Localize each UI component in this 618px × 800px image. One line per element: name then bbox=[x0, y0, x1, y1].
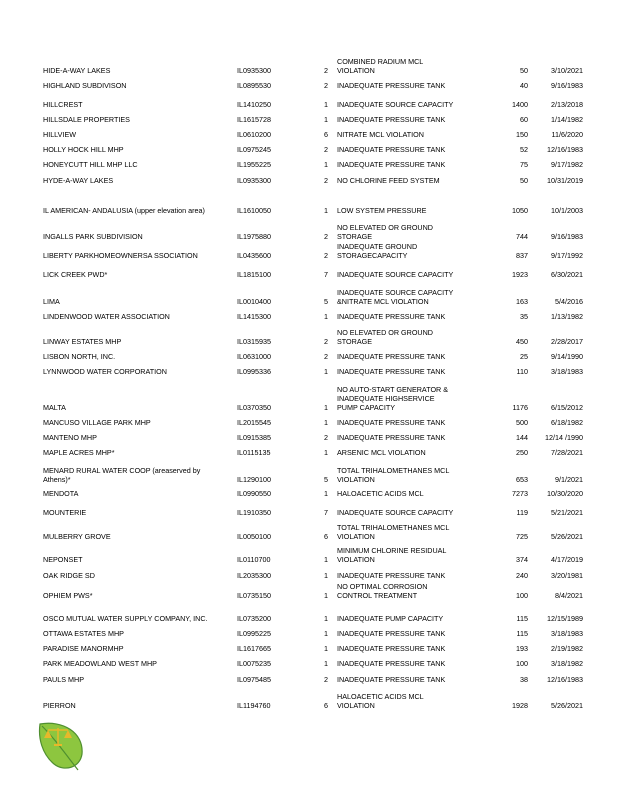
violation-cell: HALOACETIC ACIDS MCL VIOLATION bbox=[337, 692, 424, 710]
date-cell: 10/1/2003 bbox=[551, 206, 583, 215]
system-name-cell: NEPONSET bbox=[43, 555, 83, 564]
system-name-cell: IL AMERICAN- ANDALUSIA (upper elevation area) bbox=[43, 206, 205, 215]
date-cell: 4/17/2019 bbox=[551, 555, 583, 564]
system-name-cell: PAULS MHP bbox=[43, 675, 85, 684]
date-cell: 5/4/2016 bbox=[555, 297, 583, 306]
pws-id-cell: IL0975245 bbox=[237, 145, 271, 154]
count-cell: 1 bbox=[324, 100, 328, 109]
date-cell: 6/30/2021 bbox=[551, 270, 583, 279]
population-cell: 1400 bbox=[512, 100, 528, 109]
system-name-cell: OAK RIDGE SD bbox=[43, 571, 95, 580]
pws-id-cell: IL2035300 bbox=[237, 571, 271, 580]
system-name-cell: OTTAWA ESTATES MHP bbox=[43, 629, 124, 638]
count-cell: 1 bbox=[324, 312, 328, 321]
count-cell: 1 bbox=[324, 206, 328, 215]
pws-id-cell: IL0895530 bbox=[237, 81, 271, 90]
system-name-cell: HOLLY HOCK HILL MHP bbox=[43, 145, 124, 154]
date-cell: 2/19/1982 bbox=[551, 644, 583, 653]
pws-id-cell: IL0370350 bbox=[237, 403, 271, 412]
system-name-cell: MULBERRY GROVE bbox=[43, 532, 111, 541]
violation-cell: INADEQUATE PRESSURE TANK bbox=[337, 644, 446, 653]
violation-cell: INADEQUATE PRESSURE TANK bbox=[337, 418, 446, 427]
date-cell: 9/17/1992 bbox=[551, 251, 583, 260]
population-cell: 1928 bbox=[512, 701, 528, 710]
violation-cell: INADEQUATE PRESSURE TANK bbox=[337, 629, 446, 638]
population-cell: 7273 bbox=[512, 489, 528, 498]
violation-cell: NO AUTO-START GENERATOR & INADEQUATE HIGHSERVICE PUMP CAPACITY bbox=[337, 385, 449, 412]
violation-cell: TOTAL TRIHALOMETHANES MCL VIOLATION bbox=[337, 466, 450, 484]
count-cell: 2 bbox=[324, 251, 328, 260]
pws-id-cell: IL1194760 bbox=[237, 701, 271, 710]
pws-id-cell: IL0115135 bbox=[237, 448, 271, 457]
violation-cell: HALOACETIC ACIDS MCL bbox=[337, 489, 424, 498]
system-name-cell: MENDOTA bbox=[43, 489, 79, 498]
pws-id-cell: IL1910350 bbox=[237, 508, 271, 517]
count-cell: 1 bbox=[324, 115, 328, 124]
population-cell: 50 bbox=[520, 176, 528, 185]
population-cell: 52 bbox=[520, 145, 528, 154]
pws-id-cell: IL1955225 bbox=[237, 160, 271, 169]
system-name-cell: MENARD RURAL WATER COOP (areaserved by Athens)* bbox=[43, 466, 201, 484]
population-cell: 100 bbox=[516, 659, 528, 668]
pws-id-cell: IL0435600 bbox=[237, 251, 271, 260]
system-name-cell: PARK MEADOWLAND WEST MHP bbox=[43, 659, 157, 668]
pws-id-cell: IL1815100 bbox=[237, 270, 271, 279]
leaf-scales-icon bbox=[34, 718, 86, 773]
system-name-cell: LINDENWOOD WATER ASSOCIATION bbox=[43, 312, 170, 321]
date-cell: 9/1/2021 bbox=[555, 475, 583, 484]
population-cell: 75 bbox=[520, 160, 528, 169]
date-cell: 1/13/1982 bbox=[551, 312, 583, 321]
count-cell: 1 bbox=[324, 418, 328, 427]
date-cell: 5/21/2021 bbox=[551, 508, 583, 517]
pws-id-cell: IL1410250 bbox=[237, 100, 271, 109]
date-cell: 6/18/1982 bbox=[551, 418, 583, 427]
population-cell: 110 bbox=[516, 367, 528, 376]
date-cell: 5/26/2021 bbox=[551, 701, 583, 710]
count-cell: 1 bbox=[324, 614, 328, 623]
violation-cell: INADEQUATE SOURCE CAPACITY bbox=[337, 100, 454, 109]
pws-id-cell: IL0990550 bbox=[237, 489, 271, 498]
count-cell: 2 bbox=[324, 81, 328, 90]
violation-cell: INADEQUATE PRESSURE TANK bbox=[337, 433, 446, 442]
pws-id-cell: IL0075235 bbox=[237, 659, 271, 668]
violation-cell: NO ELEVATED OR GROUND STORAGE bbox=[337, 223, 433, 241]
system-name-cell: HYDE-A-WAY LAKES bbox=[43, 176, 114, 185]
date-cell: 11/6/2020 bbox=[551, 130, 583, 139]
violation-cell: NO CHLORINE FEED SYSTEM bbox=[337, 176, 440, 185]
population-cell: 500 bbox=[516, 418, 528, 427]
violation-cell: INADEQUATE PRESSURE TANK bbox=[337, 571, 446, 580]
count-cell: 6 bbox=[324, 701, 328, 710]
population-cell: 837 bbox=[516, 251, 528, 260]
population-cell: 35 bbox=[520, 312, 528, 321]
violation-cell: INADEQUATE PRESSURE TANK bbox=[337, 312, 446, 321]
system-name-cell: INGALLS PARK SUBDIVISION bbox=[43, 232, 143, 241]
count-cell: 1 bbox=[324, 448, 328, 457]
count-cell: 5 bbox=[324, 297, 328, 306]
violation-cell: INADEQUATE SOURCE CAPACITY bbox=[337, 270, 454, 279]
population-cell: 38 bbox=[520, 675, 528, 684]
violation-cell: INADEQUATE PRESSURE TANK bbox=[337, 659, 446, 668]
population-cell: 240 bbox=[516, 571, 528, 580]
system-name-cell: OSCO MUTUAL WATER SUPPLY COMPANY, INC. bbox=[43, 614, 208, 623]
population-cell: 450 bbox=[516, 337, 528, 346]
count-cell: 1 bbox=[324, 555, 328, 564]
population-cell: 1050 bbox=[512, 206, 528, 215]
pws-id-cell: IL2015545 bbox=[237, 418, 271, 427]
pws-id-cell: IL0050100 bbox=[237, 532, 271, 541]
pws-id-cell: IL1415300 bbox=[237, 312, 271, 321]
count-cell: 6 bbox=[324, 130, 328, 139]
date-cell: 3/18/1983 bbox=[551, 367, 583, 376]
count-cell: 2 bbox=[324, 433, 328, 442]
population-cell: 144 bbox=[516, 433, 528, 442]
count-cell: 1 bbox=[324, 489, 328, 498]
population-cell: 725 bbox=[516, 532, 528, 541]
date-cell: 9/17/1982 bbox=[551, 160, 583, 169]
system-name-cell: HILLVIEW bbox=[43, 130, 77, 139]
date-cell: 2/28/2017 bbox=[551, 337, 583, 346]
violation-cell: INADEQUATE SOURCE CAPACITY bbox=[337, 508, 454, 517]
system-name-cell: LINWAY ESTATES MHP bbox=[43, 337, 122, 346]
date-cell: 12/14 /1990 bbox=[545, 433, 583, 442]
violation-cell: NO OPTIMAL CORROSION CONTROL TREATMENT bbox=[337, 582, 428, 600]
violation-cell: MINIMUM CHLORINE RESIDUAL VIOLATION bbox=[337, 546, 447, 564]
pws-id-cell: IL0735150 bbox=[237, 591, 271, 600]
population-cell: 1923 bbox=[512, 270, 528, 279]
date-cell: 3/18/1982 bbox=[551, 659, 583, 668]
count-cell: 1 bbox=[324, 403, 328, 412]
pws-id-cell: IL1975880 bbox=[237, 232, 271, 241]
date-cell: 9/16/1983 bbox=[551, 81, 583, 90]
violation-cell: INADEQUATE PRESSURE TANK bbox=[337, 145, 446, 154]
population-cell: 1176 bbox=[512, 403, 528, 412]
population-cell: 250 bbox=[516, 448, 528, 457]
count-cell: 1 bbox=[324, 629, 328, 638]
system-name-cell: HILLCREST bbox=[43, 100, 83, 109]
count-cell: 2 bbox=[324, 337, 328, 346]
date-cell: 12/16/1983 bbox=[547, 145, 583, 154]
date-cell: 3/10/2021 bbox=[551, 66, 583, 75]
date-cell: 9/14/1990 bbox=[551, 352, 583, 361]
count-cell: 1 bbox=[324, 644, 328, 653]
pws-id-cell: IL0110700 bbox=[237, 555, 271, 564]
violation-cell: LOW SYSTEM PRESSURE bbox=[337, 206, 427, 215]
population-cell: 60 bbox=[520, 115, 528, 124]
date-cell: 6/15/2012 bbox=[551, 403, 583, 412]
violation-cell: TOTAL TRIHALOMETHANES MCL VIOLATION bbox=[337, 523, 450, 541]
system-name-cell: MANCUSO VILLAGE PARK MHP bbox=[43, 418, 151, 427]
pws-id-cell: IL0610200 bbox=[237, 130, 271, 139]
count-cell: 1 bbox=[324, 571, 328, 580]
pws-id-cell: IL1610050 bbox=[237, 206, 271, 215]
pws-id-cell: IL0315935 bbox=[237, 337, 271, 346]
count-cell: 2 bbox=[324, 176, 328, 185]
population-cell: 40 bbox=[520, 81, 528, 90]
system-name-cell: HIDE-A-WAY LAKES bbox=[43, 66, 111, 75]
count-cell: 1 bbox=[324, 591, 328, 600]
date-cell: 3/18/1983 bbox=[551, 629, 583, 638]
violation-cell: INADEQUATE PRESSURE TANK bbox=[337, 81, 446, 90]
date-cell: 12/16/1983 bbox=[547, 675, 583, 684]
pws-id-cell: IL0010400 bbox=[237, 297, 271, 306]
count-cell: 2 bbox=[324, 232, 328, 241]
population-cell: 119 bbox=[516, 508, 528, 517]
pws-id-cell: IL1290100 bbox=[237, 475, 271, 484]
system-name-cell: OPHIEM PWS* bbox=[43, 591, 93, 600]
population-cell: 163 bbox=[516, 297, 528, 306]
count-cell: 2 bbox=[324, 675, 328, 684]
system-name-cell: LYNNWOOD WATER CORPORATION bbox=[43, 367, 167, 376]
violation-cell: ARSENIC MCL VIOLATION bbox=[337, 448, 426, 457]
violation-cell: NITRATE MCL VIOLATION bbox=[337, 130, 424, 139]
violation-cell: INADEQUATE SOURCE CAPACITY &NITRATE MCL VIOLATION bbox=[337, 288, 454, 306]
population-cell: 115 bbox=[516, 614, 528, 623]
violation-cell: INADEQUATE PRESSURE TANK bbox=[337, 675, 446, 684]
violation-cell: INADEQUATE PUMP CAPACITY bbox=[337, 614, 444, 623]
count-cell: 1 bbox=[324, 659, 328, 668]
count-cell: 7 bbox=[324, 270, 328, 279]
system-name-cell: MANTENO MHP bbox=[43, 433, 97, 442]
system-name-cell: PARADISE MANORMHP bbox=[43, 644, 124, 653]
count-cell: 1 bbox=[324, 367, 328, 376]
system-name-cell: PIERRON bbox=[43, 701, 76, 710]
date-cell: 10/31/2019 bbox=[547, 176, 583, 185]
system-name-cell: MALTA bbox=[43, 403, 66, 412]
population-cell: 374 bbox=[516, 555, 528, 564]
system-name-cell: HIGHLAND SUBDIVISON bbox=[43, 81, 127, 90]
pws-id-cell: IL0975485 bbox=[237, 675, 271, 684]
violation-cell: INADEQUATE PRESSURE TANK bbox=[337, 352, 446, 361]
population-cell: 150 bbox=[516, 130, 528, 139]
population-cell: 193 bbox=[516, 644, 528, 653]
pws-id-cell: IL0631000 bbox=[237, 352, 271, 361]
date-cell: 10/30/2020 bbox=[547, 489, 583, 498]
system-name-cell: LISBON NORTH, INC. bbox=[43, 352, 116, 361]
count-cell: 5 bbox=[324, 475, 328, 484]
count-cell: 6 bbox=[324, 532, 328, 541]
system-name-cell: HONEYCUTT HILL MHP LLC bbox=[43, 160, 138, 169]
pws-id-cell: IL0995336 bbox=[237, 367, 271, 376]
pws-id-cell: IL0735200 bbox=[237, 614, 271, 623]
violation-cell: INADEQUATE PRESSURE TANK bbox=[337, 367, 446, 376]
population-cell: 653 bbox=[516, 475, 528, 484]
system-name-cell: HILLSDALE PROPERTIES bbox=[43, 115, 130, 124]
population-cell: 744 bbox=[516, 232, 528, 241]
pws-id-cell: IL0935300 bbox=[237, 176, 271, 185]
pws-id-cell: IL0915385 bbox=[237, 433, 271, 442]
date-cell: 12/15/1989 bbox=[547, 614, 583, 623]
population-cell: 50 bbox=[520, 66, 528, 75]
violation-cell: INADEQUATE PRESSURE TANK bbox=[337, 115, 446, 124]
pws-id-cell: IL0995225 bbox=[237, 629, 271, 638]
system-name-cell: LICK CREEK PWD* bbox=[43, 270, 108, 279]
population-cell: 25 bbox=[520, 352, 528, 361]
population-cell: 100 bbox=[516, 591, 528, 600]
count-cell: 2 bbox=[324, 145, 328, 154]
system-name-cell: MAPLE ACRES MHP* bbox=[43, 448, 115, 457]
count-cell: 1 bbox=[324, 160, 328, 169]
pws-id-cell: IL1617665 bbox=[237, 644, 271, 653]
date-cell: 8/4/2021 bbox=[555, 591, 583, 600]
pws-id-cell: IL0935300 bbox=[237, 66, 271, 75]
system-name-cell: MOUNTERIE bbox=[43, 508, 87, 517]
population-cell: 115 bbox=[516, 629, 528, 638]
violation-cell: NO ELEVATED OR GROUND STORAGE bbox=[337, 328, 433, 346]
violation-cell: COMBINED RADIUM MCL VIOLATION bbox=[337, 57, 423, 75]
date-cell: 9/16/1983 bbox=[551, 232, 583, 241]
date-cell: 3/20/1981 bbox=[551, 571, 583, 580]
count-cell: 2 bbox=[324, 352, 328, 361]
pws-id-cell: IL1615728 bbox=[237, 115, 271, 124]
system-name-cell: LIMA bbox=[43, 297, 60, 306]
count-cell: 7 bbox=[324, 508, 328, 517]
date-cell: 2/13/2018 bbox=[551, 100, 583, 109]
date-cell: 7/28/2021 bbox=[551, 448, 583, 457]
count-cell: 2 bbox=[324, 66, 328, 75]
date-cell: 1/14/1982 bbox=[551, 115, 583, 124]
violation-cell: INADEQUATE GROUND STORAGECAPACITY bbox=[337, 242, 418, 260]
violation-cell: INADEQUATE PRESSURE TANK bbox=[337, 160, 446, 169]
date-cell: 5/26/2021 bbox=[551, 532, 583, 541]
system-name-cell: LIBERTY PARKHOMEOWNERSA SSOCIATION bbox=[43, 251, 198, 260]
